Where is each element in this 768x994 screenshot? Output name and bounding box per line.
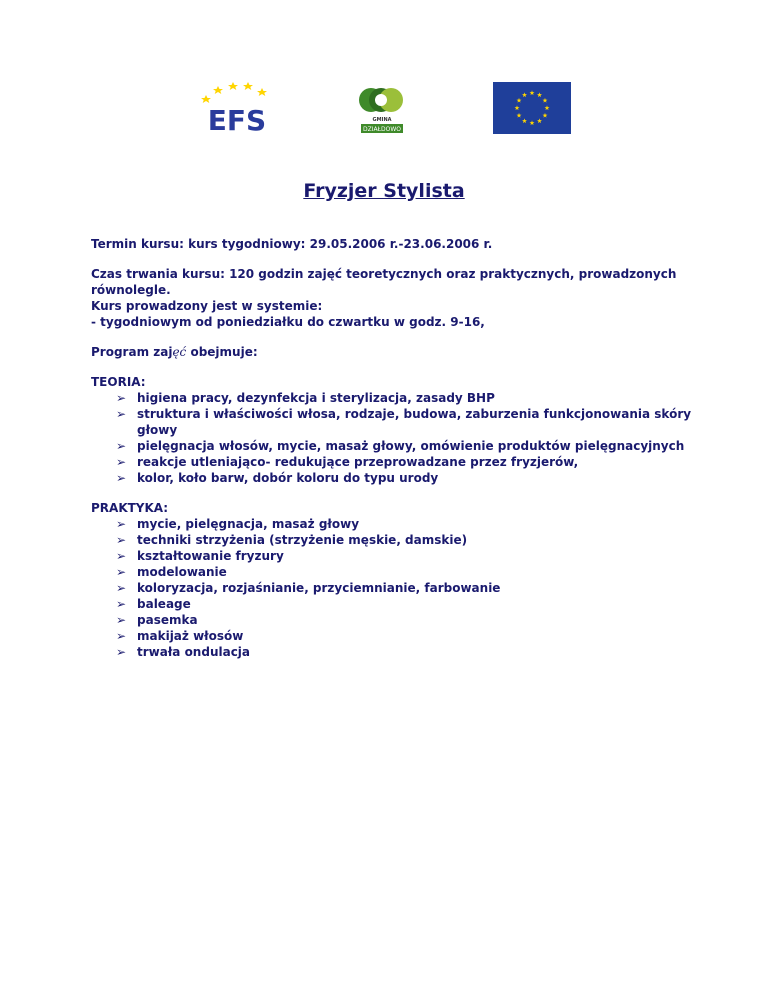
program-intro — [91, 344, 711, 360]
course-duration-line-2: Kurs prowadzony jest w systemie: — [91, 299, 323, 313]
arrow-bullet-icon: ➢ — [116, 645, 127, 659]
theory-list — [91, 390, 711, 486]
logo-bar — [0, 78, 768, 138]
list-item: ➢ modelowanie — [116, 565, 227, 579]
arrow-bullet-icon: ➢ — [116, 613, 127, 627]
course-duration-line-1: Czas trwania kursu: 120 godzin zajęć teoretycznych oraz praktycznych, prowadzonych równolegle. — [91, 267, 677, 297]
list-item: ➢ pasemka — [116, 613, 198, 627]
practice-list — [91, 516, 711, 660]
list-item: ➢ koloryzacja, rozjaśnianie, przyciemnianie, farbowanie — [116, 581, 501, 595]
practice-heading: PRAKTYKA: — [91, 501, 169, 515]
dzialdowo-logo-top-text: GMINA — [372, 117, 392, 123]
page-title: Fryzjer Stylista — [303, 180, 465, 202]
arrow-bullet-icon: ➢ — [116, 549, 127, 563]
list-item: ➢ techniki strzyżenia (strzyżenie męskie, damskie) — [116, 533, 468, 547]
arrow-bullet-icon: ➢ — [116, 439, 127, 453]
arrow-bullet-icon: ➢ — [116, 581, 127, 595]
list-item: ➢ baleage — [116, 597, 191, 611]
course-duration-line-3: - tygodniowym od poniedziałku do czwartku w godz. 9-16, — [91, 315, 485, 329]
eu-flag-logo — [493, 82, 571, 134]
theory-heading: TEORIA: — [91, 375, 146, 389]
program-intro-italic: ęć — [172, 345, 187, 359]
dzialdowo-logo-bottom-text: DZIAŁDOWO — [363, 126, 401, 133]
program-intro-prefix: Program zaj — [91, 345, 173, 359]
arrow-bullet-icon: ➢ — [116, 533, 127, 547]
list-item: ➢ mycie, pielęgnacja, masaż głowy — [116, 517, 360, 531]
list-item: ➢ higiena pracy, dezynfekcja i sterylizacja, zasady BHP — [116, 391, 495, 405]
list-item: ➢ pielęgnacja włosów, mycie, masaż głowy, omówienie produktów pielęgnacyjnych — [116, 439, 685, 453]
arrow-bullet-icon: ➢ — [116, 455, 127, 469]
arrow-bullet-icon: ➢ — [116, 471, 127, 485]
list-item: ➢ kształtowanie fryzury — [116, 549, 284, 563]
arrow-bullet-icon: ➢ — [116, 565, 127, 579]
efs-logo — [196, 78, 278, 134]
list-item: ➢ trwała ondulacja — [116, 645, 251, 659]
course-description — [91, 236, 711, 660]
efs-stars — [201, 82, 267, 103]
arrow-bullet-icon: ➢ — [116, 391, 127, 405]
arrow-bullet-icon: ➢ — [116, 629, 127, 643]
list-item: ➢ reakcje utleniająco- redukujące przeprowadzane przez fryzjerów, — [116, 455, 579, 469]
list-item: ➢ kolor, koło barw, dobór koloru do typu urody — [116, 471, 439, 485]
list-item: ➢ makijaż włosów — [116, 629, 244, 643]
program-intro-suffix: obejmuje: — [186, 345, 258, 359]
arrow-bullet-icon: ➢ — [116, 407, 127, 421]
efs-logo-text: EFS — [207, 104, 267, 134]
dzialdowo-logo — [357, 84, 407, 136]
arrow-bullet-icon: ➢ — [116, 517, 127, 531]
course-term: Termin kursu: kurs tygodniowy: 29.05.2006 r.-23.06.2006 r. — [91, 237, 493, 251]
list-item: ➢ struktura i właściwości włosa, rodzaje, budowa, zaburzenia funkcjonowania skóry głowy — [116, 407, 692, 437]
arrow-bullet-icon: ➢ — [116, 597, 127, 611]
